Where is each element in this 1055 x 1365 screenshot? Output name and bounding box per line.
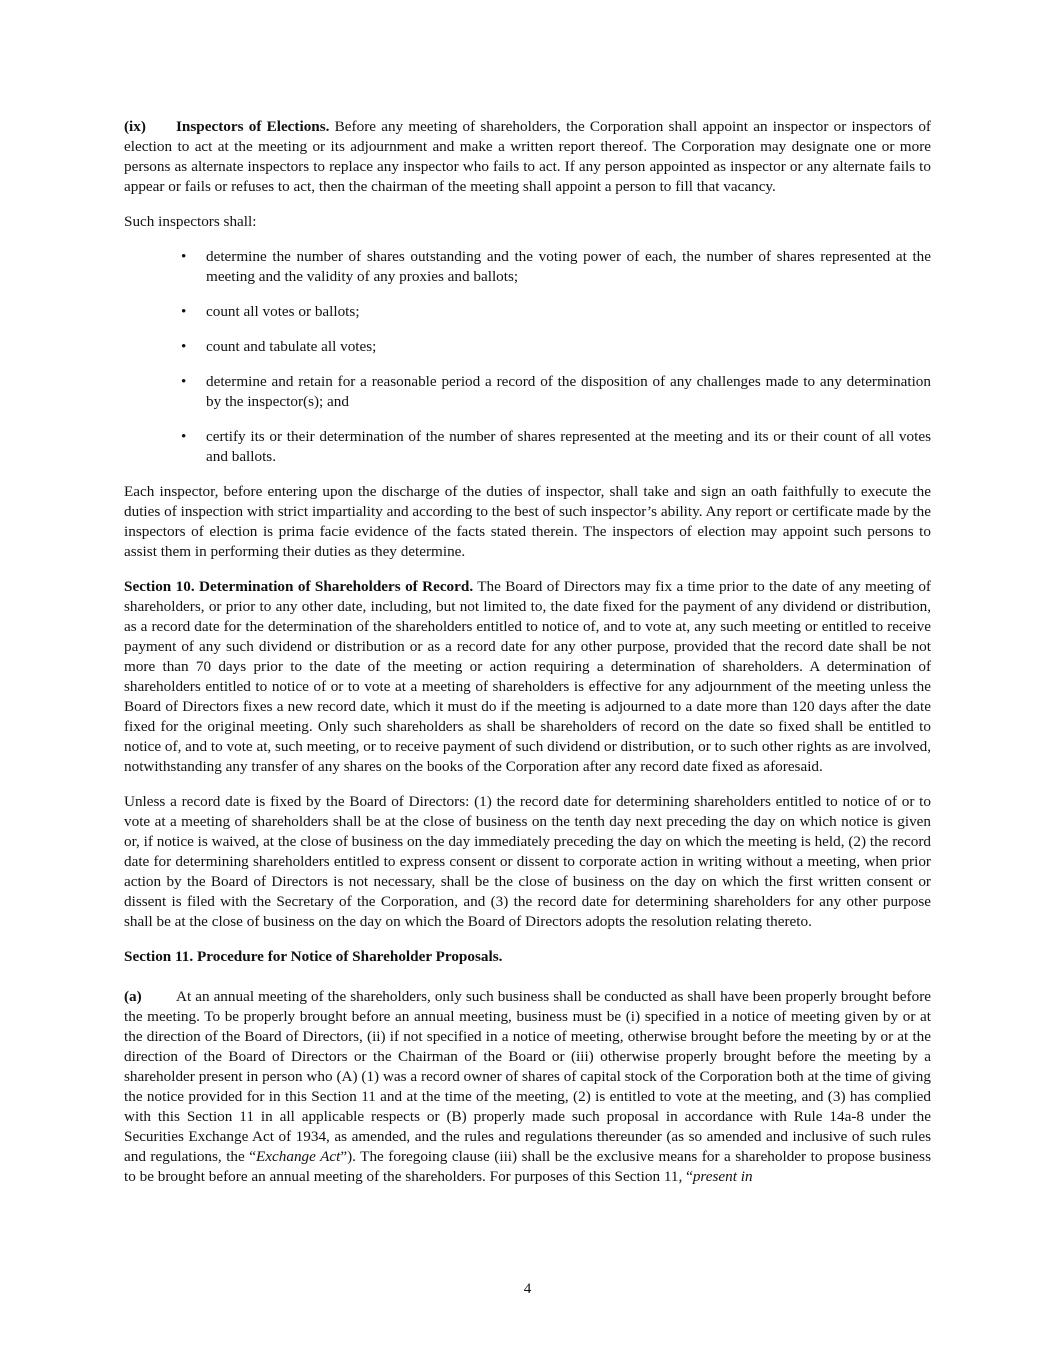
- oath-paragraph: Each inspector, before entering upon the discharge of the duties of inspector, shall take and sign an oath faithfully to execute the duties of inspection with strict impartiality and according to the best of such inspector’s ability. Any report or certificate made by the inspectors of election is prima facie evidence of the facts stated therein. The inspectors of election may appoint such persons to assist them in performing their duties as they determine.: [124, 483, 931, 560]
- inspectors-heading: Inspectors of Elections.: [176, 118, 330, 135]
- section-10-paragraph: [124, 577, 931, 777]
- list-item-text: certify its or their determination of the number of shares represented at the meeting and its or their count of all votes and ballots.: [206, 428, 931, 465]
- list-item: [124, 302, 931, 322]
- list-item-text: count and tabulate all votes;: [206, 338, 377, 355]
- section-11-heading: Section 11. Procedure for Notice of Shareholder Proposals.: [124, 948, 503, 965]
- defined-term-exchange-act: Exchange Act: [256, 1148, 341, 1165]
- list-item: [124, 372, 931, 412]
- bullet-icon: •: [181, 303, 187, 320]
- section-11-a-text-2: ”). The foregoing clause (iii) shall be the exclusive means for a shareholder to propose business to be brought before an annual meeting of the shareholders. For purposes of this Section 11, “: [124, 1148, 931, 1185]
- section-10-paragraph-2: Unless a record date is fixed by the Board of Directors: (1) the record date for determining shareholders entitled to notice of or to vote at a meeting of shareholders shall be at the close of business on the tenth day next preceding the day on which notice is given or, if notice is waived, at the close of business on the day immediately preceding the day on which the meeting is held, (2) the record date for determining shareholders entitled to express consent or dissent to corporate action in writing without a meeting, when prior action by the Board of Directors is not necessary, shall be the close of business on the day on which the first written consent or dissent is filed with the Secretary of the Corporation, and (3) the record date for determining shareholders for any other purpose shall be at the close of business on the day on which the Board of Directors adopts the resolution relating thereto.: [124, 793, 931, 930]
- section-11-a-paragraph: [124, 987, 931, 1187]
- list-item: [124, 427, 931, 467]
- bullet-icon: •: [181, 373, 187, 390]
- list-item: [124, 337, 931, 357]
- section-10-heading: Section 10. Determination of Shareholders of Record.: [124, 578, 474, 595]
- inspectors-paragraph: [124, 117, 931, 197]
- list-item-text: count all votes or ballots;: [206, 303, 360, 320]
- duties-list: [124, 247, 931, 467]
- duties-intro: Such inspectors shall:: [124, 213, 257, 230]
- list-item-text: determine the number of shares outstanding and the voting power of each, the number of shares represented at the meeting and the validity of any proxies and ballots;: [206, 248, 931, 285]
- section-11-a-text-1: At an annual meeting of the shareholders, only such business shall be conducted as shall have been properly brought before the meeting. To be properly brought before an annual meeting, business must be (i) specified in a notice of meeting given by or at the direction of the Board of Directors, (ii) if not specified in a notice of meeting, otherwise brought before the meeting by or at the direction of the Board of Directors or the Chairman of the Board or (iii) otherwise properly brought before the meeting by a shareholder present in person who (A) (1) was a record owner of shares of capital stock of the Corporation both at the time of giving the notice provided for in this Section 11 and at the time of the meeting, (2) is entitled to vote at the meeting, and (3) has complied with this Section 11 in all applicable respects or (B) properly made such proposal in accordance with Rule 14a-8 under the Securities Exchange Act of 1934, as amended, and the rules and regulations thereunder (as so amended and inclusive of such rules and regulations, the “: [124, 988, 931, 1165]
- bullet-icon: •: [181, 338, 187, 355]
- list-item-text: determine and retain for a reasonable period a record of the disposition of any challenges made to any determination by the inspector(s); and: [206, 373, 931, 410]
- document-page: [124, 117, 931, 1202]
- inspectors-text: Before any meeting of shareholders, the Corporation shall appoint an inspector or inspectors of election to act at the meeting or its adjournment and make a written report thereof. The Corporation may designate one or more persons as alternate inspectors to replace any inspector who fails to act. If any person appointed as inspector or any alternate fails to appear or fails or refuses to act, then the chairman of the meeting shall appoint a person to fill that vacancy.: [124, 118, 931, 195]
- section-10-text: The Board of Directors may fix a time prior to the date of any meeting of shareholders, or prior to any other date, including, but not limited to, the date fixed for the payment of any dividend or distribution, as a record date for the determination of the shareholders entitled to notice of, and to vote at, any such meeting or entitled to receive payment of any such dividend or distribution or as a record date for any other purpose, provided that the record date shall be not more than 70 days prior to the date of the meeting or action requiring a determination of shareholders. A determination of shareholders entitled to notice of or to vote at a meeting of shareholders is effective for any adjournment of the meeting unless the Board of Directors fixes a new record date, which it must do if the meeting is adjourned to a date more than 120 days after the date fixed for the original meeting. Only such shareholders as shall be shareholders of record on the date so fixed shall be entitled to notice of, and to vote at, such meeting, or to receive payment of such dividend or distribution, or to such other rights as are involved, notwithstanding any transfer of any shares on the books of the Corporation after any record date fixed as aforesaid.: [124, 578, 931, 775]
- list-item: [124, 247, 931, 287]
- bullet-icon: •: [181, 428, 187, 445]
- clause-label-a: (a): [124, 988, 142, 1005]
- defined-term-present-in: present in: [692, 1168, 753, 1185]
- bullet-icon: •: [181, 248, 187, 265]
- clause-label-ix: (ix): [124, 118, 146, 135]
- page-number: 4: [523, 1280, 532, 1297]
